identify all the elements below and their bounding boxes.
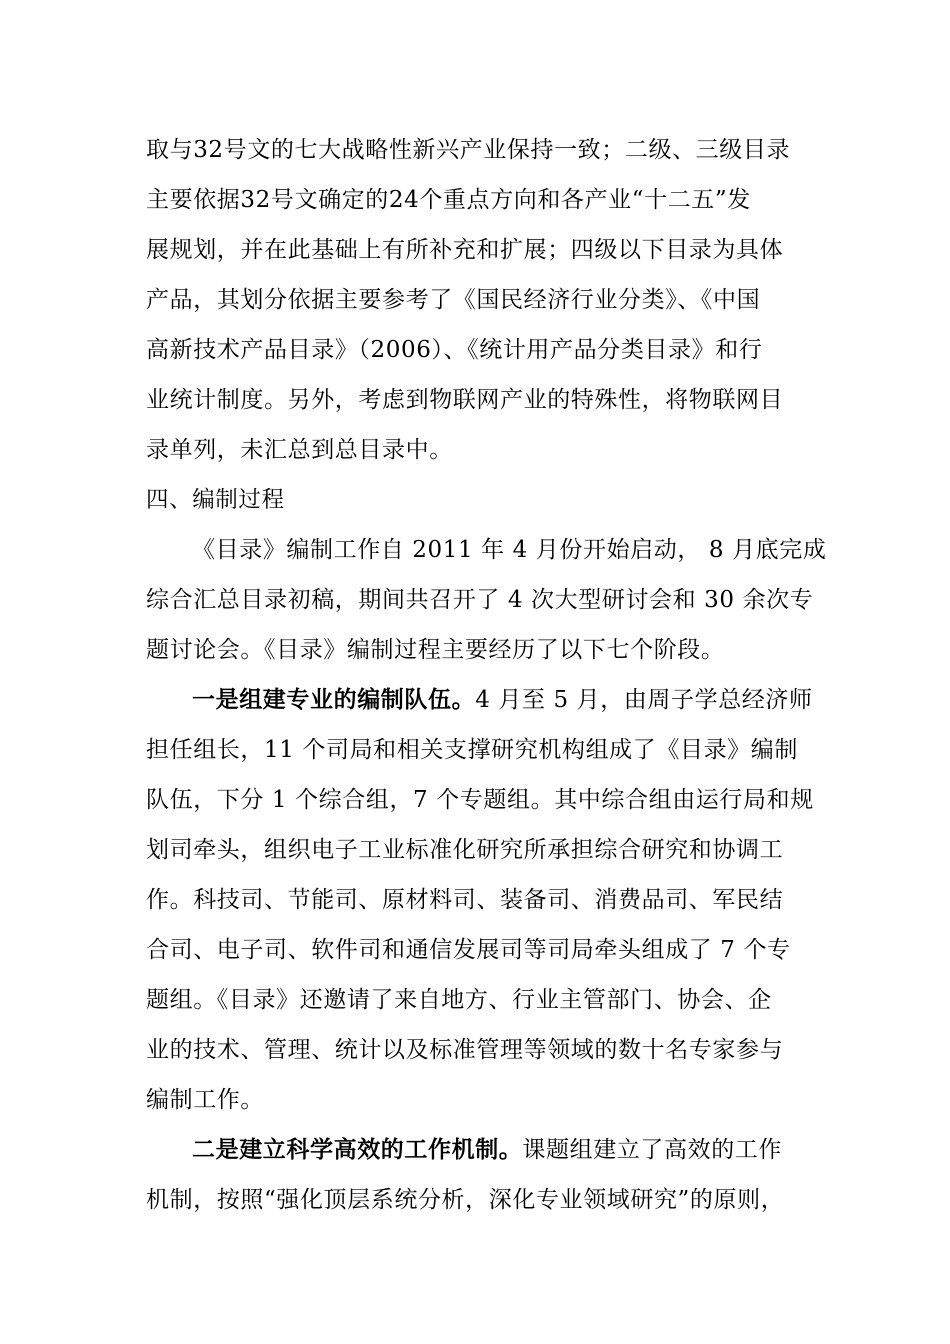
stage-two-text: 课题组建立了高效的工作	[522, 1137, 783, 1163]
stage-one-lead: 一是组建专业的编制队伍。	[192, 686, 476, 713]
paragraph-line: 作。科技司、节能司、原材料司、装备司、消费品司、军民结	[146, 887, 784, 913]
paragraph-line: 编制工作。	[146, 1087, 264, 1113]
paragraph-line: 业的技术、管理、统计以及标准管理等领域的数十名专家参与	[146, 1037, 784, 1063]
paragraph-line: 录单列，未汇总到总目录中。	[146, 437, 453, 463]
paragraph-line: 取与32号文的七大战略性新兴产业保持一致；二级、三级目录	[146, 137, 791, 163]
paragraph-line: 队伍，下分 1 个综合组，7 个专题组。其中综合组由运行局和规	[146, 787, 814, 813]
paragraph-line: 担任组长，11 个司局和相关支撑研究机构组成了《目录》编制	[146, 737, 798, 763]
stage-two-lead: 二是建立科学高效的工作机制。	[192, 1136, 523, 1163]
paragraph-line: 《目录》编制工作自 2011 年 4 月份开始启动， 8 月底完成	[192, 537, 827, 563]
paragraph-line: 合司、电子司、软件司和通信发展司等司局牵头组成了 7 个专	[146, 937, 791, 963]
paragraph-line: 业统计制度。另外，考虑到物联网产业的特殊性，将物联网目	[146, 387, 784, 413]
stage-one-text: 4 月至 5 月，由周子学总经济师	[475, 687, 813, 713]
paragraph-line: 综合汇总目录初稿，期间共召开了 4 次大型研讨会和 30 余次专	[146, 587, 814, 613]
paragraph-line: 机制，按照“强化顶层系统分析，深化专业领域研究”的原则，	[146, 1187, 785, 1213]
paragraph-line: 主要依据32号文确定的24个重点方向和各产业“十二五”发	[146, 187, 751, 213]
paragraph-line: 产品，其划分依据主要参考了《国民经济行业分类》、《中国	[146, 287, 761, 313]
stage-one-first-line	[192, 684, 813, 716]
stage-two-first-line	[192, 1134, 806, 1166]
paragraph-line: 划司牵头，组织电子工业标准化研究所承担综合研究和协调工	[146, 837, 784, 863]
paragraph-line: 题组。《目录》还邀请了来自地方、行业主管部门、协会、企	[146, 987, 772, 1013]
section-heading: 四、编制过程	[146, 487, 285, 513]
paragraph-line: 展规划，并在此基础上有所补充和扩展；四级以下目录为具体	[146, 237, 784, 263]
paragraph-line: 高新技术产品目录》（2006）、《统计用产品分类目录》和行	[146, 337, 763, 363]
paragraph-line: 题讨论会。《目录》编制过程主要经历了以下七个阶段。	[146, 637, 725, 663]
